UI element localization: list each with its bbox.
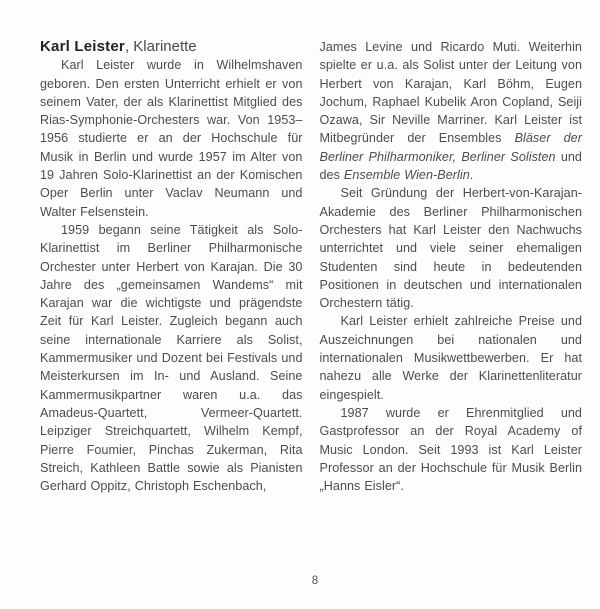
text-segment: James Levine und Ricardo Muti. Weiterhin spielte er u.a. als Solist unter der Leitung von Herbert von Karajan, Karl Böhm, Eugen Jochum, Raphael Kubelik Aron Copland, Seiji Ozawa, Sir Neville Marriner. Karl Leister ist Mitbegründer der Ensembles (319, 40, 582, 146)
paragraph (320, 312, 583, 403)
page-content (40, 38, 582, 495)
text-segment: Karl Leister erhielt zahlreiche Preise und Auszeichnungen bei nationalen und internationalen Musikwettbewerben. Er hat nahezu alle Werke der Klarinettenliteratur eingespielt. (319, 314, 582, 402)
italic-text-segment: Bläser der Berliner Philharmoniker, Berliner Solisten (319, 131, 582, 164)
text-segment: Karl Leister wurde in Wilhelmshaven geboren. Den ersten Unterricht erhielt er von seinem Vater, der als Klarinettist Mitglied des Rias-Symphonie-Orchesters war. Von 1953–1956 studierte er an der Hochschule für Musik in Berlin und wurde 1957 im Alter von 19 Jahren Solo-Klarinettist an der Komischen Oper Berlin unter Vaclav Neumann und Walter Felsenstein. (40, 58, 303, 219)
text-segment: 1987 wurde er Ehrenmitglied und Gastprofessor an der Royal Academy of Music London. Seit 1993 ist Karl Leister Professor an der Hochschule für Musik Berlin „Hanns Eisler“. (319, 405, 582, 494)
page-title (40, 38, 303, 56)
text-segment: . (469, 168, 474, 183)
paragraph (320, 38, 583, 184)
person-role: , Klarinette (124, 38, 197, 55)
right-column-paragraphs (320, 38, 583, 495)
right-column (320, 38, 583, 495)
left-column-paragraphs (40, 56, 303, 495)
paragraph (40, 56, 303, 221)
paragraph (40, 221, 303, 495)
paragraph (320, 404, 583, 495)
text-segment: Seit Gründung der Herbert-von-Karajan-Akademie des Berliner Philharmonischen Orchesters hat Karl Leister den Nachwuchs unterrichtet und viele seiner ehemaligen Studenten sind heute in bedeutenden Positionen in deutschen und internationalen Orchestern tätig. (319, 186, 582, 311)
person-name: Karl Leister (40, 38, 125, 55)
page-number: 8 (311, 575, 319, 587)
text-segment: 1959 begann seine Tätigkeit als Solo-Klarinettist im Berliner Philharmonische Orchester unter Herbert von Karajan. Die 30 Jahre des „gemeinsamen Wandems“ mit Karajan war die wichtigste und prägendste Zeit für Karl Leister. Zugleich begann auch seine internationale Karriere als Solist, Kammermusiker und Dozent bei Festivals und Meisterkursen im In- und Ausland. Seine Kammermusikpartner waren u.a. das Amadeus-Quartett, Vermeer-Quartett. Leipziger Streichquartett, Wilhelm Kempf, Pierre Foumier, Pinchas Zukerman, Rita Streich, Kathleen Battle sowie als Pianisten Gerhard Oppitz, Christoph Eschenbach, (40, 222, 303, 494)
paragraph (320, 184, 583, 312)
left-column (40, 38, 303, 495)
text-segment: und des (319, 149, 582, 183)
italic-text-segment: Ensemble Wien-Berlin (343, 168, 470, 183)
